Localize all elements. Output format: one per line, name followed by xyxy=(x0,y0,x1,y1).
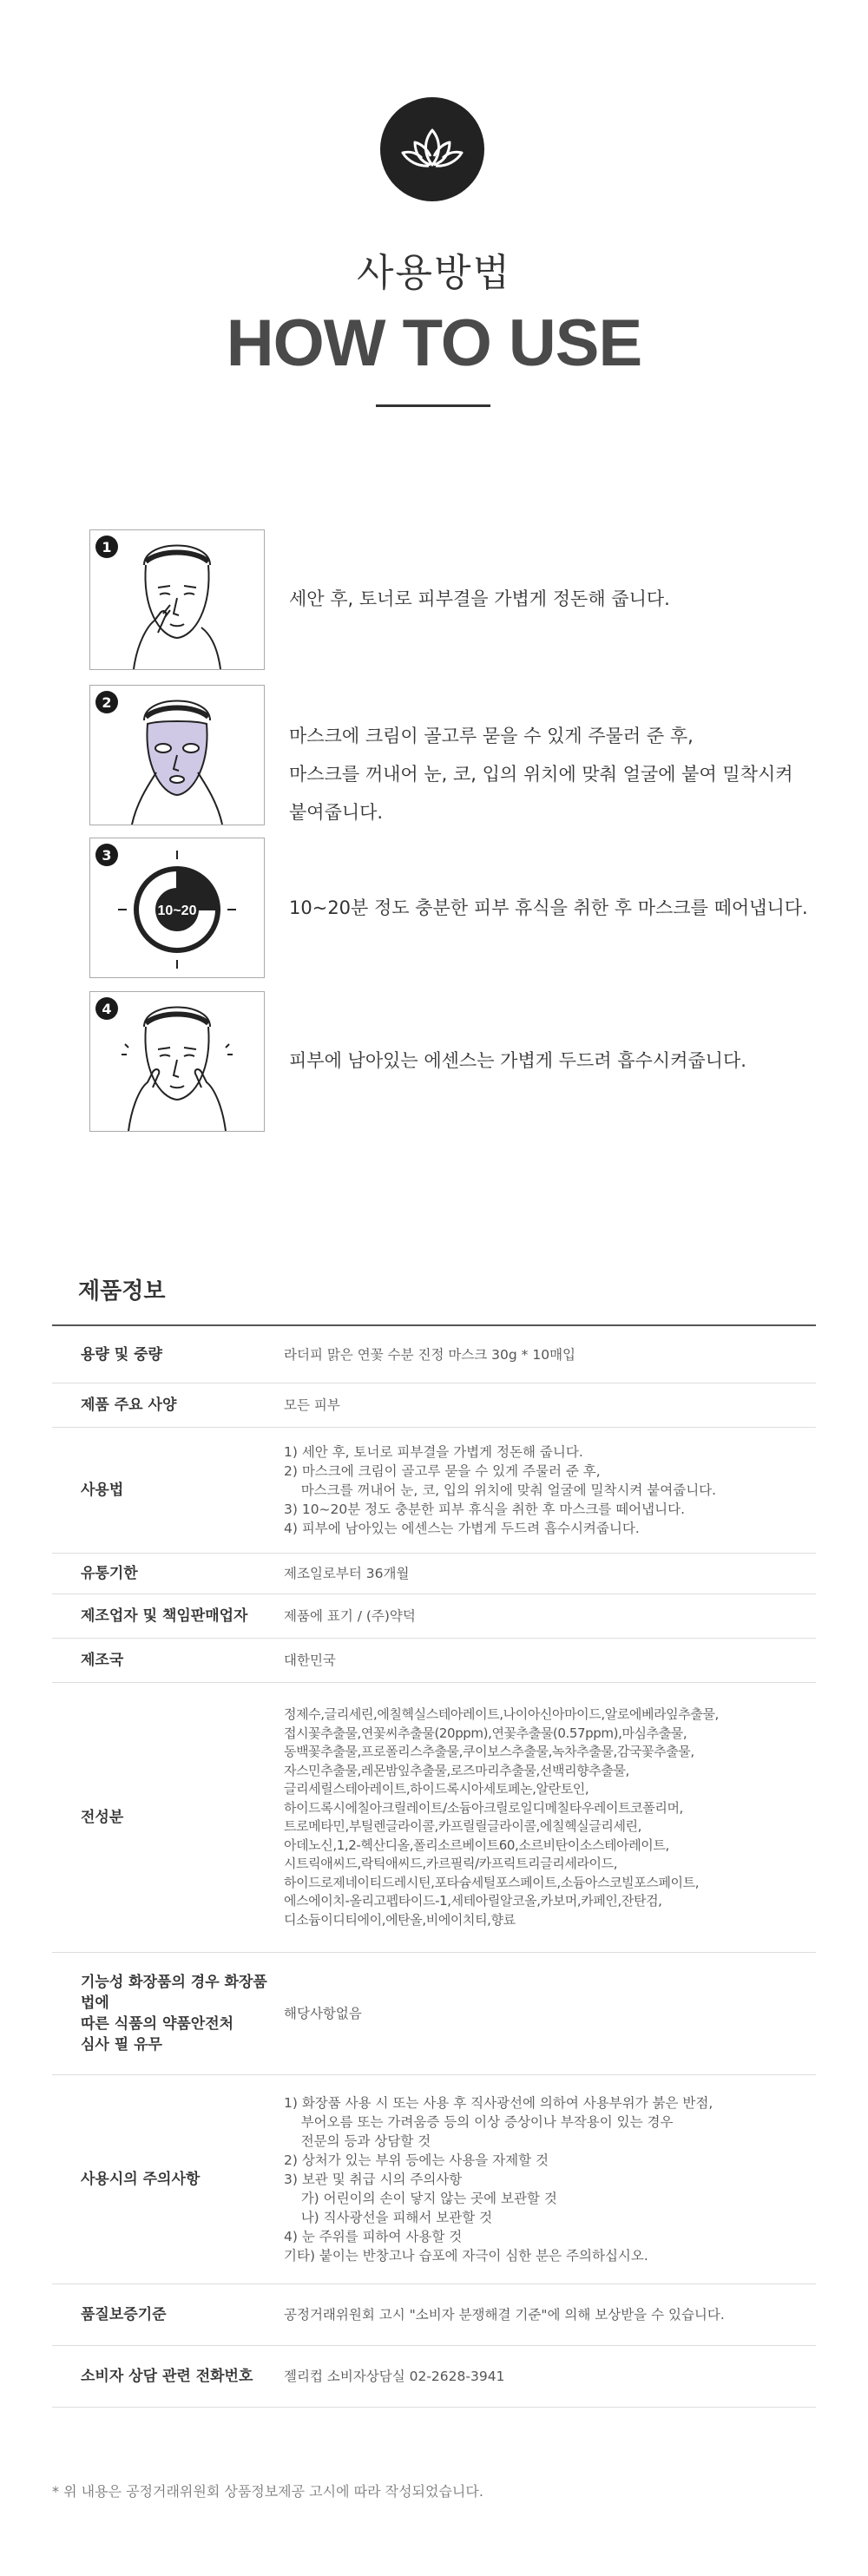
table-row xyxy=(52,1639,816,1683)
row-value: 정제수,글리세린,에칠헥실스테아레이트,나이아신아마이드,알로에베라잎추출물, 접시꽃추출물,연꽃씨추출물(20ppm),연꽃추출물(0.57ppm),마심추출물, 동백꽃추출물,프로폴리스추출물,쿠이보스추출물,녹차추출물,감국꽃추출물, 자스민추출물,레몬밤잎추출물,로즈마리추출물,선백리향추출물, 글리세릴스테아레이트,하이드록시아세토페논,알란토인, 하이드록시에칠아크릴레이트/소듐아크릴로일디메칠타우레이트코폴리머, 트로메타민,부틸렌글라이콜,카프릴릴글라이콜,에칠헥실글리세린, 아데노신,1,2-헥산디올,폴리소르베이트60,소르비탄이소스테아레이트, 시트릭애씨드,락틱애씨드,카르필릭/카프릭트리글리세라이드, 하이드로제네이티드레시틴,포타슘세틸포스페이트,소듐아스코빌포스페이트, 에스에이치-올리고펩타이드-1,세테아릴알코올,카보머,카페인,잔탄검, 디소듐이디티에이,에탄올,비에이치티,향료 xyxy=(284,1706,719,1928)
row-label: 사용시의 주의사항 xyxy=(81,2171,201,2188)
step-4-illustration xyxy=(89,991,265,1132)
table-row xyxy=(52,1683,816,1953)
footnote: * 위 내용은 공정거래위원회 상품정보제공 고시에 따라 작성되었습니다. xyxy=(52,2483,483,2500)
step-2-illustration xyxy=(89,685,265,825)
step-number: 3 xyxy=(95,844,118,866)
row-value: 제조일로부터 36개월 xyxy=(284,1566,410,1581)
row-label: 제조업자 및 책임판매업자 xyxy=(81,1607,248,1625)
product-info-table xyxy=(52,1324,816,2408)
step-1-text: 세안 후, 토너로 피부결을 가볍게 정돈해 줍니다. xyxy=(289,588,670,609)
step-3-illustration xyxy=(89,838,265,978)
row-label: 기능성 화장품의 경우 화장품법에 따른 식품의 약품안전처 심사 필 유무 xyxy=(81,1974,267,2054)
step-number: 1 xyxy=(95,536,118,558)
step-number: 2 xyxy=(95,691,118,713)
row-value: 해당사항없음 xyxy=(284,2006,362,2021)
table-row xyxy=(52,1594,816,1639)
row-label: 전성분 xyxy=(81,1809,124,1826)
table-row xyxy=(52,1383,816,1428)
step-3-text: 10~20분 정도 충분한 피부 휴식을 취한 후 마스크를 떼어냅니다. xyxy=(289,897,808,918)
title-divider xyxy=(376,404,490,407)
row-value: 대한민국 xyxy=(284,1653,336,1668)
table-row xyxy=(52,1326,816,1383)
row-label: 유통기한 xyxy=(81,1565,138,1582)
product-info-title: 제품정보 xyxy=(78,1278,166,1304)
step-2-text: 마스크에 크림이 골고루 묻을 수 있게 주물러 준 후, 마스크를 꺼내어 눈, 코, 입의 위치에 맞춰 얼굴에 붙여 밀착시켜 붙여줍니다. xyxy=(289,726,793,823)
table-row xyxy=(52,1428,816,1554)
table-row xyxy=(52,2346,816,2408)
row-value: 젤리컵 소비자상담실 02-2628-3941 xyxy=(284,2369,505,2384)
lotus-icon xyxy=(380,97,484,201)
row-label: 사용법 xyxy=(81,1482,124,1499)
title-english: HOW TO USE xyxy=(226,306,642,380)
row-value: 모든 피부 xyxy=(284,1397,340,1413)
row-value: 공정거래위원회 고시 "소비자 분쟁해결 기준"에 의해 보상받을 수 있습니다. xyxy=(284,2307,725,2323)
row-label: 용량 및 중량 xyxy=(81,1345,162,1364)
step-4-text: 피부에 남아있는 에센스는 가볍게 두드려 흡수시켜줍니다. xyxy=(289,1050,746,1071)
row-value: 1) 세안 후, 토너로 피부결을 가볍게 정돈해 줍니다. 2) 마스크에 크림이 골고루 묻을 수 있게 주물러 준 후, 마스크를 꺼내어 눈, 코, 입의 위치에 맞춰 얼굴에 밀착시켜 붙여줍니다. 3) 10~20분 정도 충분한 피부 휴식을 취한 후 마스크를 떼어냅니다. 4) 피부에 남아있는 에센스는 가볍게 두드려 흡수시켜줍니다. xyxy=(284,1444,717,1536)
step-1-illustration xyxy=(89,529,265,670)
step-number: 4 xyxy=(95,997,118,1020)
table-row xyxy=(52,1554,816,1594)
table-row xyxy=(52,2075,816,2284)
timer-label: 10~20 xyxy=(157,904,197,918)
row-label: 제조국 xyxy=(81,1652,124,1669)
row-value: 1) 화장품 사용 시 또는 사용 후 직사광선에 의하여 사용부위가 붉은 반점, 부어오름 또는 가려움증 등의 이상 증상이나 부작용이 있는 경우 전문의 등과 상담할 것 2) 상처가 있는 부위 등에는 사용을 자제할 것 3) 보관 및 취급 시의 주의사항 가) 어린이의 손이 닿지 않는 곳에 보관할 것 나) 직사광선을 피해서 보관할 것 4) 눈 주위를 피하여 사용할 것 기타) 붙이는 반창고나 습포에 자극이 심한 분은 주의하십시오. xyxy=(284,2095,713,2264)
title-korean: 사용방법 xyxy=(356,251,511,295)
row-label: 제품 주요 사양 xyxy=(81,1396,177,1414)
table-row xyxy=(52,1953,816,2075)
row-label: 소비자 상담 관련 전화번호 xyxy=(81,2368,253,2385)
row-value: 라더피 맑은 연꽃 수분 진정 마스크 30g * 10매입 xyxy=(284,1346,576,1363)
row-value: 제품에 표기 / (주)약덕 xyxy=(284,1608,416,1624)
row-label: 품질보증기준 xyxy=(81,2306,167,2323)
table-row xyxy=(52,2284,816,2346)
